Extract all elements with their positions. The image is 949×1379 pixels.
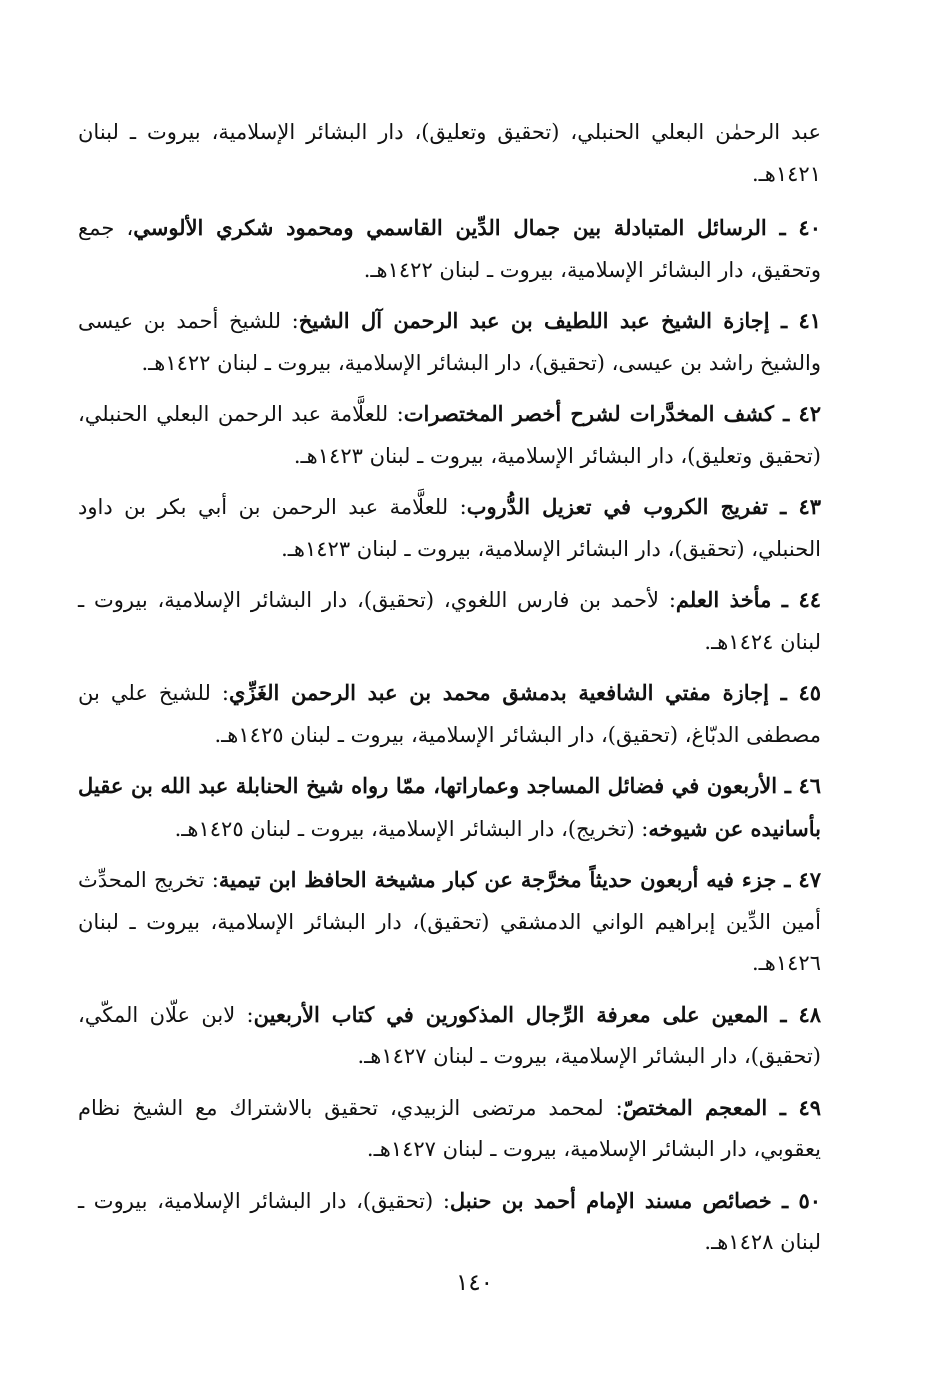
bibliography-entry xyxy=(78,994,821,1078)
entry-details: : (تخريج)، دار البشائر الإسلامية، بيروت ـ لبنان ١٤٢٥هـ. xyxy=(174,816,649,841)
entry-title: إجازة مفتي الشافعية بدمشق محمد بن عبد الرحمن الغَزِّي xyxy=(228,680,769,705)
entry-separator: ـ xyxy=(767,1094,799,1120)
entry-number: ٤٠ xyxy=(798,215,821,240)
entry-separator: ـ xyxy=(774,401,799,426)
entry-details: : للعلَّامة عبد الرحمن بن أبي بكر بن داود الحنبلي، (تحقيق)، دار البشائر الإسلامية، بيروت ـ لبنان ١٤٢٣هـ. xyxy=(78,495,821,561)
entry-details: : لابن علّان المكّي، (تحقيق)، دار البشائر الإسلامية، بيروت ـ لبنان ١٤٢٧هـ. xyxy=(78,1002,821,1068)
entry-details: ، جمع وتحقيق، دار البشائر الإسلامية، بيروت ـ لبنان ١٤٢٢هـ. xyxy=(78,216,821,282)
entry-number: ٤٨ xyxy=(798,1001,821,1027)
entry-separator: ـ xyxy=(769,308,799,333)
entry-details: : (تحقيق)، دار البشائر الإسلامية، بيروت ـ لبنان ١٤٢٨هـ. xyxy=(78,1188,821,1254)
entry-number: ٤٢ xyxy=(798,401,822,426)
entries-container xyxy=(78,207,821,1264)
entry-number: ٤٩ xyxy=(798,1094,821,1120)
entry-number: ٤١ xyxy=(798,308,822,333)
entry-number: ٤٤ xyxy=(798,587,821,612)
bibliography-entry xyxy=(78,1087,821,1171)
entry-title: المعجم المختصّ xyxy=(622,1094,768,1120)
entry-title: جزء فيه أربعون حديثاً مخرَّجة عن كبار مشيخة الحافظ ابن تيمية xyxy=(218,867,777,892)
entry-title: تفريج الكروب في تعزيل الدُّروب xyxy=(466,494,769,519)
entry-separator: ـ xyxy=(771,587,799,612)
entry-separator: ـ xyxy=(776,867,799,892)
bibliography-entry xyxy=(78,486,821,570)
bibliography-entry xyxy=(78,859,821,985)
entry-title: كشف المخدَّرات لشرح أخصر المختصرات xyxy=(403,401,775,426)
entry-separator: ـ xyxy=(777,773,799,798)
entry-title: الأربعون في فضائل المساجد وعماراتها، ممّا رواه شيخ الحنابلة عبد الله بن عقيل بأسانيده عن شيوخه xyxy=(78,773,821,841)
entry-details: : لمحمد مرتضى الزبيدي، تحقيق بالاشتراك مع الشيخ نظام يعقوبي، دار البشائر الإسلامية، بيروت ـ لبنان ١٤٢٧هـ. xyxy=(78,1095,821,1161)
bibliography-entry xyxy=(78,579,821,663)
entry-separator: ـ xyxy=(768,1001,799,1027)
entry-title: المعين على معرفة الرِّجال المذكورين في كتاب الأربعين xyxy=(253,1001,769,1027)
entry-details: : للشيخ علي بن مصطفى الدبّاغ، (تحقيق)، دار البشائر الإسلامية، بيروت ـ لبنان ١٤٢٥هـ. xyxy=(78,681,821,747)
entry-details: : للشيخ أحمد بن عيسى والشيخ راشد بن عيسى، (تحقيق)، دار البشائر الإسلامية، بيروت ـ لبنان ١٤٢٢هـ. xyxy=(78,309,821,375)
entry-details: : لأحمد بن فارس اللغوي، (تحقيق)، دار البشائر الإسلامية، بيروت ـ لبنان ١٤٢٤هـ. xyxy=(78,588,821,654)
entry-number: ٤٣ xyxy=(798,494,821,519)
entry-number: ٥٠ xyxy=(798,1187,821,1213)
entry-title: الرسائل المتبادلة بين جمال الدِّين القاسمي ومحمود شكري الألوسي xyxy=(133,215,767,240)
entry-details: : تخريج المحدِّث أمين الدِّين إبراهيم الواني الدمشقي (تحقيق)، دار البشائر الإسلامية، بيروت ـ لبنان ١٤٢٦هـ. xyxy=(78,868,821,975)
entry-separator: ـ xyxy=(768,494,799,519)
entry-number: ٤٥ xyxy=(798,680,821,705)
entry-number: ٤٦ xyxy=(798,773,821,798)
bibliography-entry xyxy=(78,207,821,291)
bibliography-entry xyxy=(78,300,821,384)
entry-separator: ـ xyxy=(766,215,799,240)
entry-details: : للعلَّامة عبد الرحمن البعلي الحنبلي، (تحقيق وتعليق)، دار البشائر الإسلامية، بيروت ـ لبنان ١٤٢٣هـ. xyxy=(78,402,821,468)
bibliography-entry xyxy=(78,672,821,756)
bibliography-entry xyxy=(78,1180,821,1264)
entry-number: ٤٧ xyxy=(798,867,821,892)
continuation-text: عبد الرحمٰن البعلي الحنبلي، (تحقيق وتعليق)، دار البشائر الإسلامية، بيروت ـ لبنان ١٤٢١هـ. xyxy=(78,120,821,186)
page-number: ١٤٠ xyxy=(455,1270,494,1296)
entry-title: مأخذ العلم xyxy=(675,587,772,612)
entry-title: إجازة الشيخ عبد اللطيف بن عبد الرحمن آل الشيخ xyxy=(298,308,770,333)
entry-separator: ـ xyxy=(768,680,799,705)
bibliography-entry xyxy=(78,393,821,477)
entry-title: خصائص مسند الإمام أحمد بن حنبل xyxy=(449,1187,772,1213)
bibliography-list xyxy=(78,112,821,1273)
bibliography-entry xyxy=(78,765,821,850)
entry-separator: ـ xyxy=(771,1187,799,1213)
